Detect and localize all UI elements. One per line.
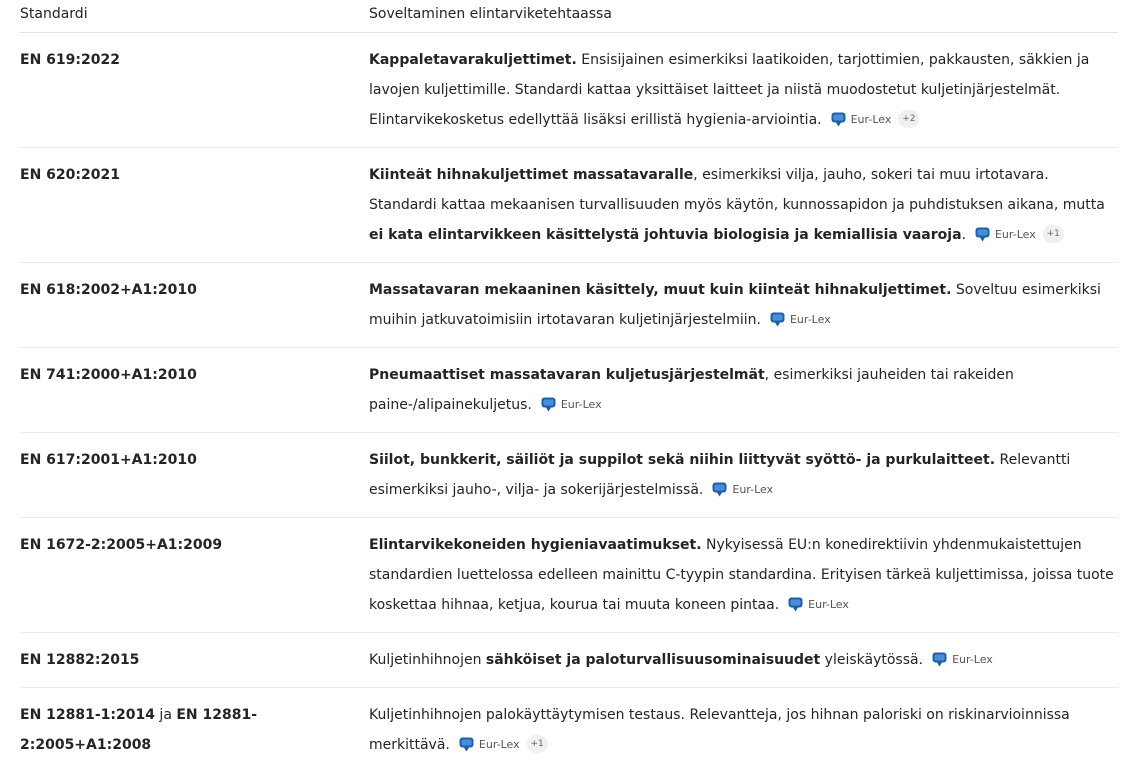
citation-label: Eur-Lex xyxy=(561,397,602,412)
application-cell xyxy=(369,518,1118,633)
standard-cell xyxy=(20,263,369,348)
eur-lex-icon xyxy=(769,311,786,328)
application-text: Soveltuu esimerkiksi muihin jatkuvatoimisiin irtotavaran kuljetinjärjestelmiin. xyxy=(369,282,1101,328)
application-prefix: Kuljetinhihnojen xyxy=(369,652,486,668)
table-row xyxy=(20,633,1118,688)
application-text: Kuljetinhihnojen palokäyttäytymisen testaus. Relevantteja, jos hihnan paloriski on riskinarvioinnissa merkittävä. xyxy=(369,707,1070,753)
standard-code: EN 620:2021 xyxy=(20,167,120,183)
application-bold: Massatavaran mekaaninen käsittely, muut kuin kiinteät hihnakuljettimet. xyxy=(369,282,951,298)
application-text: Ensisijainen esimerkiksi laatikoiden, tarjottimien, pakkausten, säkkien ja lavojen kuljettimille. Standardi kattaa yksittäiset laitteet ja niistä muodostetut kuljetinjärjestelmät. Elintarvikekosketus edellyttää lisäksi erillistä hygienia-arviointia. xyxy=(369,52,1089,128)
eur-lex-citation[interactable] xyxy=(974,225,1064,243)
table-row xyxy=(20,348,1118,433)
table-row xyxy=(20,263,1118,348)
standard-cell xyxy=(20,33,369,148)
standard-code: EN 619:2022 xyxy=(20,52,120,68)
application-text: , esimerkiksi jauheiden tai rakeiden paine-/alipainekuljetus. xyxy=(369,367,1014,413)
eur-lex-citation[interactable] xyxy=(769,311,831,328)
table-row xyxy=(20,433,1118,518)
eur-lex-icon xyxy=(787,596,804,613)
standard-cell xyxy=(20,433,369,518)
application-cell xyxy=(369,688,1118,772)
eur-lex-icon xyxy=(458,736,475,753)
application-text: Relevantti esimerkiksi jauho-, vilja- ja sokerijärjestelmissä. xyxy=(369,452,1070,498)
standard-code-2: EN 12881-2:2005+A1:2008 xyxy=(20,707,257,753)
application-cell xyxy=(369,263,1118,348)
more-sources-badge[interactable]: +2 xyxy=(898,110,919,128)
standard-code: EN 617:2001+A1:2010 xyxy=(20,452,197,468)
standard-cell xyxy=(20,348,369,433)
standard-code: EN 741:2000+A1:2010 xyxy=(20,367,197,383)
application-cell xyxy=(369,348,1118,433)
eur-lex-citation[interactable] xyxy=(540,396,602,413)
eur-lex-icon xyxy=(830,111,847,128)
eur-lex-icon xyxy=(974,226,991,243)
eur-lex-citation[interactable] xyxy=(458,735,548,753)
application-bold: Kappaletavarakuljettimet. xyxy=(369,52,577,68)
application-cell xyxy=(369,433,1118,518)
standard-separator: ja xyxy=(155,707,176,723)
application-bold-2: ei kata elintarvikkeen käsittelystä johtuvia biologisia ja kemiallisia vaaroja xyxy=(369,227,962,243)
table-row xyxy=(20,688,1118,772)
application-text: yleiskäytössä. xyxy=(820,652,923,668)
citation-label: Eur-Lex xyxy=(952,652,993,667)
citation-label: Eur-Lex xyxy=(790,312,831,327)
eur-lex-icon xyxy=(711,481,728,498)
more-sources-badge[interactable]: +1 xyxy=(1043,225,1064,243)
eur-lex-citation[interactable] xyxy=(830,110,920,128)
eur-lex-citation[interactable] xyxy=(711,481,773,498)
eur-lex-citation[interactable] xyxy=(931,651,993,668)
standard-cell xyxy=(20,633,369,688)
table-header-row xyxy=(20,0,1118,33)
application-cell xyxy=(369,33,1118,148)
application-cell xyxy=(369,633,1118,688)
eur-lex-citation[interactable] xyxy=(787,596,849,613)
eur-lex-icon xyxy=(931,651,948,668)
standard-code: EN 618:2002+A1:2010 xyxy=(20,282,197,298)
standard-cell xyxy=(20,518,369,633)
citation-label: Eur-Lex xyxy=(479,737,520,752)
citation-label: Eur-Lex xyxy=(732,482,773,497)
application-cell xyxy=(369,148,1118,263)
header-standard: Standardi xyxy=(20,0,369,33)
table-row xyxy=(20,33,1118,148)
standard-cell xyxy=(20,148,369,263)
standard-code: EN 12882:2015 xyxy=(20,652,139,668)
application-text-2: . xyxy=(962,227,966,243)
table-row xyxy=(20,518,1118,633)
standard-cell xyxy=(20,688,369,772)
more-sources-badge[interactable]: +1 xyxy=(527,735,548,753)
application-bold: sähköiset ja paloturvallisuusominaisuudet xyxy=(486,652,820,668)
application-text: Nykyisessä EU:n konedirektiivin yhdenmukaistettujen standardien luettelossa edelleen mainittu C-tyypin standardina. Erityisen tärkeä kuljettimissa, joissa tuote koskettaa hihnaa, ketjua, kourua tai muuta koneen pintaa. xyxy=(369,537,1114,613)
standard-code: EN 1672-2:2005+A1:2009 xyxy=(20,537,222,553)
application-text: , esimerkiksi vilja, jauho, sokeri tai muu irtotavara. Standardi kattaa mekaanisen turvallisuuden myös käytön, kunnossapidon ja puhdistuksen aikana, mutta xyxy=(369,167,1105,213)
citation-label: Eur-Lex xyxy=(851,112,892,127)
citation-label: Eur-Lex xyxy=(995,227,1036,242)
standards-table xyxy=(20,0,1118,772)
application-bold: Kiinteät hihnakuljettimet massatavaralle xyxy=(369,167,693,183)
citation-label: Eur-Lex xyxy=(808,597,849,612)
application-bold: Elintarvikekoneiden hygieniavaatimukset. xyxy=(369,537,702,553)
header-application: Soveltaminen elintarviketehtaassa xyxy=(369,0,1118,33)
application-bold: Siilot, bunkkerit, säiliöt ja suppilot sekä niihin liittyvät syöttö- ja purkulaitteet. xyxy=(369,452,995,468)
table-row xyxy=(20,148,1118,263)
standard-code: EN 12881-1:2014 xyxy=(20,707,155,723)
eur-lex-icon xyxy=(540,396,557,413)
application-bold: Pneumaattiset massatavaran kuljetusjärjestelmät xyxy=(369,367,765,383)
